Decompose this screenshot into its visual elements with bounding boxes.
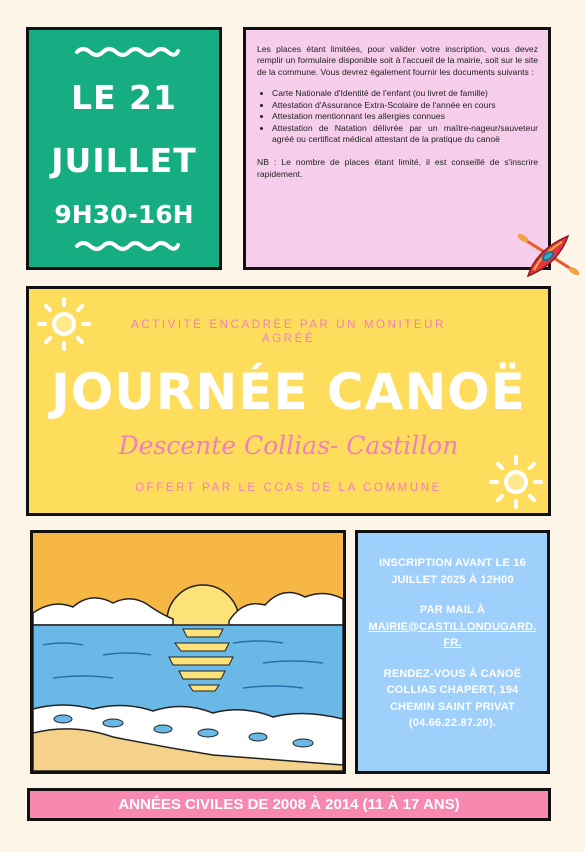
wave-decoration-icon bbox=[74, 239, 180, 253]
info-note: NB : Le nombre de places étant limité, il est conseillé de s'inscrire rapidement. bbox=[257, 157, 538, 179]
wave-decoration-icon bbox=[74, 45, 180, 59]
sunset-sea-image bbox=[33, 533, 343, 771]
documents-list bbox=[257, 88, 538, 145]
sun-icon bbox=[489, 455, 543, 509]
event-month: JUILLET bbox=[51, 141, 197, 180]
sun-icon bbox=[37, 297, 91, 351]
event-day: LE 21 bbox=[71, 78, 177, 117]
inscription-box bbox=[355, 530, 550, 774]
age-range-banner: ANNÉES CIVILES DE 2008 À 2014 (11 À 17 ANS) bbox=[27, 788, 551, 821]
page-title: JOURNÉE CANOË bbox=[51, 363, 526, 421]
event-time: 9H30-16H bbox=[54, 200, 194, 229]
banner-top-text: ACTIVITÉ ENCADRÉE PAR UN MONITEUR AGRÉÉ bbox=[131, 319, 446, 346]
date-box bbox=[26, 27, 222, 270]
sunset-illustration bbox=[30, 530, 346, 774]
info-intro: Les places étant limitées, pour valider votre inscription, vous devez remplir un formulaire disponible soit à l'accueil de la mairie, soit sur le site de la commune. Vous devrez également fournir les documents suivants : bbox=[257, 44, 538, 77]
email-link[interactable]: MAIRIE@CASTILLONDUGARD.FR. bbox=[368, 620, 537, 649]
list-item: • Carte Nationale d'Identité de l'enfant (ou livret de famille) bbox=[272, 88, 538, 99]
mail-label: PAR MAIL À bbox=[419, 604, 486, 616]
canoe-icon bbox=[516, 230, 582, 282]
inscription-deadline: INSCRIPTION AVANT LE 16 JUILLET 2025 À 12H00 bbox=[379, 557, 526, 586]
list-item: • Attestation d'Assurance Extra-Scolaire de l'année en cours bbox=[272, 100, 538, 111]
banner-subtitle: Descente Collias- Castillon bbox=[118, 431, 459, 460]
title-banner bbox=[26, 286, 551, 516]
info-box bbox=[243, 27, 551, 270]
banner-bottom-text: OFFERT PAR LE CCAS DE LA COMMUNE bbox=[135, 482, 442, 494]
list-item: • Attestation mentionnant les allergies connues bbox=[272, 111, 538, 122]
list-item: • Attestation de Natation délivrée par un maître-nageur/sauveteur agréé ou certificat médical attestant de la pratique du canoë bbox=[272, 123, 538, 146]
meeting-info: RENDEZ-VOUS À CANOË COLLIAS CHAPERT, 194 CHEMIN SAINT PRIVAT (04.66.22.87.20). bbox=[383, 667, 522, 729]
